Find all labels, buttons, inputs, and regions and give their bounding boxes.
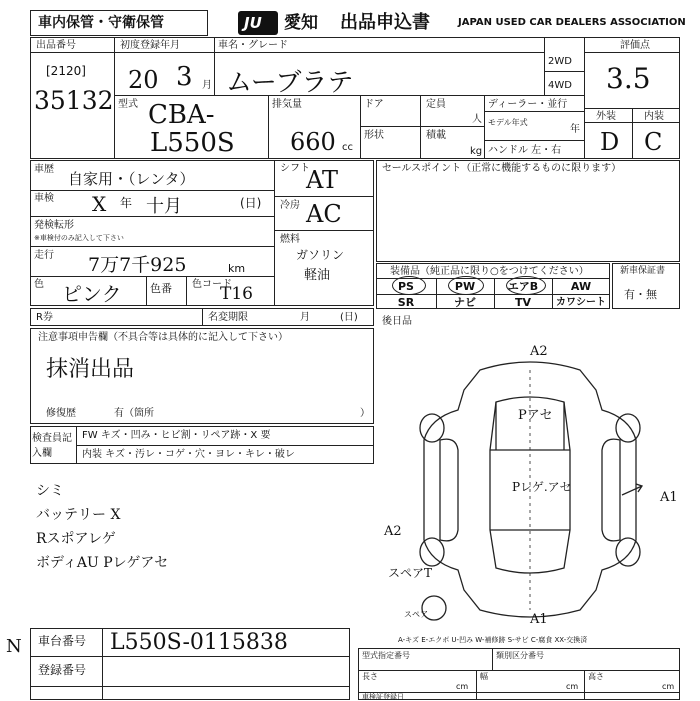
diagram-a2-left: A2 (384, 524, 402, 539)
car-name-label: 車名・グレード (218, 40, 288, 51)
capacity-label: 定員 (426, 99, 446, 110)
length-unit: cm (456, 682, 469, 691)
drive-4wd: 4WD (548, 80, 572, 91)
color-value: ピンク (62, 282, 122, 306)
mileage-label: 走行 (34, 250, 54, 261)
ac-label: 冷房 (280, 200, 300, 211)
note-rspo: Rスポアレゲ (36, 531, 116, 547)
equip-ps: PS (398, 280, 414, 293)
handle-label: ハンドル 左・右 (488, 145, 562, 156)
diagram-a1-bottom: A1 (530, 612, 548, 627)
chassis-value: L550S-0115838 (110, 630, 288, 655)
width-unit: cm (566, 682, 579, 691)
kg-unit: kg (470, 146, 483, 157)
length-label: 長さ (362, 672, 378, 681)
margin-n: N (6, 636, 22, 657)
association-name: JAPAN USED CAR DEALERS ASSOCIATION (458, 17, 686, 28)
storage-label: 車内保管・守衛保管 (38, 15, 164, 31)
color-no-label: 色番 (150, 282, 172, 295)
lot-label: 出品番号 (36, 40, 76, 51)
diagram-a2-top: A2 (530, 344, 548, 359)
displacement-label: 排気量 (272, 99, 302, 110)
damage-legend: A-キズ E-エクボ U-凹み W-補修跡 S-サビ C-腐食 XX-交換済 (398, 636, 588, 644)
car-name: ムーブラテ (226, 68, 354, 98)
spec-no-label: 型式指定番号 (362, 651, 410, 660)
height-unit: cm (662, 682, 675, 691)
notes-title: 注意事項申告欄（不具合等は具体的に記入して下さい） (38, 332, 288, 343)
inspection-year-unit: 年 (120, 196, 133, 210)
equip-tv: TV (514, 296, 532, 309)
height-label: 高さ (588, 672, 604, 681)
inspector-label: 検査員記入欄 (32, 433, 72, 459)
fuel-value: ガソリン (296, 248, 345, 262)
diagram-pase: Pアセ (518, 408, 553, 423)
exterior-grade: D (600, 128, 620, 156)
note-battery: バッテリー X (36, 507, 121, 523)
interior-label: 内装 (644, 111, 664, 122)
equip-navi: ナビ (454, 296, 476, 309)
first-reg-month: 3 (176, 62, 193, 92)
sales-point-box (376, 160, 680, 262)
model-value-1: CBA- (148, 100, 215, 130)
notes-value: 抹消出品 (46, 357, 135, 382)
color-code-value: T16 (220, 284, 253, 304)
name-change-label: 名変期限 (208, 312, 248, 323)
note-shimi: シミ (36, 483, 64, 499)
circle-airbag (506, 276, 546, 295)
interior-grade: C (644, 128, 663, 156)
mileage-change-label: 発検転形 (34, 220, 74, 231)
load-label: 積載 (426, 130, 446, 141)
first-reg-label: 初度登録年月 (120, 40, 180, 51)
fuel-alt: 軽油 (304, 268, 331, 283)
doors-label: ドア (364, 99, 384, 110)
equip-pw: PW (454, 280, 476, 293)
equip-sr: SR (397, 296, 415, 309)
recycle-label: R券 (36, 312, 53, 323)
chassis-label: 車台番号 (38, 634, 87, 648)
model-year-unit: 年 (570, 124, 580, 135)
model-value-2: L550S (150, 128, 235, 158)
warranty-options: 有・無 (624, 288, 657, 301)
model-year-label: モデル年式 (488, 118, 528, 127)
history-label: 車歴 (34, 164, 54, 175)
diagram-spare-note: スペアT (388, 566, 433, 580)
exterior-label: 外装 (596, 111, 616, 122)
fw-row: FW キズ・凹み・ヒビ割・リペア跡・X 要 (82, 430, 271, 441)
history-value: 自家用・（レンタ） (68, 170, 195, 188)
color-label: 色 (34, 279, 44, 290)
diagram-spare-label: スペア (404, 610, 428, 619)
form-title: 出品申込書 (340, 12, 430, 33)
equip-aw: AW (570, 280, 592, 293)
mileage-value: 7万7千925 (88, 254, 187, 276)
shift-value: AT (306, 166, 339, 194)
equip-leather-seat: カワシート (556, 297, 606, 308)
inspection-day: (日) (240, 196, 262, 210)
lot-box: [2120] (46, 64, 86, 78)
meter-note: ※車検付のみ記入して下さい (34, 234, 124, 242)
circle-ps (392, 276, 426, 295)
repair-history-close: ） (360, 408, 370, 419)
warranty-label: 新車保証書 (620, 266, 666, 276)
drive-2wd: 2WD (548, 56, 572, 67)
person-unit: 人 (472, 114, 482, 125)
repair-history-label: 修復歴 (46, 408, 76, 419)
class-no-label: 類別区分番号 (496, 651, 544, 660)
dealer-import-label: ディーラー・並行 (488, 99, 568, 110)
shift-label: シフト (280, 163, 310, 174)
reg-date-label: 車検証登録日 (362, 693, 404, 701)
equip-airbag: エアB (507, 280, 539, 293)
ac-value: AC (306, 200, 342, 228)
repair-history-options: 有（箇所 (114, 408, 154, 419)
equipment-label: 装備品（純正品に限り○をつけてください） (390, 266, 589, 277)
rating-label: 評価点 (620, 40, 650, 51)
rating-value: 3.5 (606, 62, 651, 95)
cc-unit: cc (342, 142, 353, 153)
sales-point-label: セールスポイント（正常に機能するものに限ります） (382, 163, 622, 174)
ju-logo-mark: JU (244, 14, 262, 32)
displacement-value: 660 (290, 128, 336, 156)
name-change-day: (日) (340, 312, 358, 323)
interior-row: 内装 キズ・汚レ・コゲ・穴・ヨレ・キレ・破レ (82, 449, 295, 460)
mileage-unit: km (228, 262, 246, 275)
name-change-month: 月 (300, 312, 310, 323)
logo-text: 愛知 (284, 13, 318, 33)
first-reg-month-unit: 月 (202, 80, 212, 91)
diagram-a1-right: A1 (660, 490, 678, 505)
model-label: 型式 (118, 99, 138, 110)
lot-number: 35132 (34, 86, 114, 115)
inspection-year: X (92, 192, 107, 216)
reg-no-label: 登録番号 (38, 663, 87, 677)
shape-label: 形状 (364, 130, 384, 141)
later-input-label: 後日品 (382, 316, 412, 327)
circle-pw (448, 276, 484, 295)
note-body: ボディAU Pレゲアセ (36, 555, 169, 571)
color-code-label: 色コード (192, 279, 232, 290)
diagram-pl: Pレゲ.アセ (512, 480, 572, 494)
first-reg-year: 20 (128, 66, 159, 94)
inspection-label: 車検 (34, 193, 54, 204)
fuel-label: 燃料 (280, 234, 300, 245)
inspection-month: 十月 (146, 196, 182, 217)
width-label: 幅 (480, 672, 488, 681)
